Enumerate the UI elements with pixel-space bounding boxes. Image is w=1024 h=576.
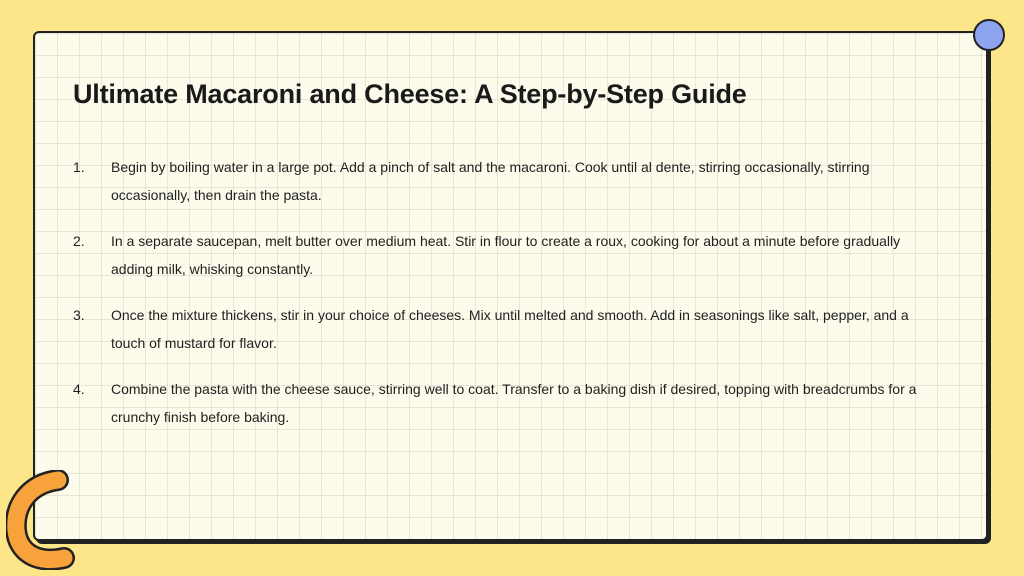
step-number: 2. (73, 233, 85, 249)
list-item (73, 227, 933, 283)
circle-dot-icon (973, 19, 1005, 51)
step-text: In a separate saucepan, melt butter over medium heat. Stir in flour to create a roux, cooking for about a minute before gradually adding milk, whisking constantly. (111, 233, 901, 277)
list-item (73, 153, 933, 209)
step-number: 3. (73, 307, 85, 323)
content-card (33, 31, 988, 541)
list-item (73, 375, 933, 431)
steps-list (73, 153, 933, 449)
letter-c-shape-icon (6, 470, 86, 570)
step-number: 4. (73, 381, 85, 397)
page-title: Ultimate Macaroni and Cheese: A Step-by-Step Guide (73, 79, 747, 109)
step-number: 1. (73, 159, 85, 175)
step-text: Begin by boiling water in a large pot. Add a pinch of salt and the macaroni. Cook until al dente, stirring occasionally, stirring occasionally, then drain the pasta. (111, 159, 870, 203)
step-text: Combine the pasta with the cheese sauce, stirring well to coat. Transfer to a baking dish if desired, topping with breadcrumbs for a crunchy finish before baking. (111, 381, 917, 425)
list-item (73, 301, 933, 357)
step-text: Once the mixture thickens, stir in your choice of cheeses. Mix until melted and smooth. Add in seasonings like salt, pepper, and a touch of mustard for flavor. (111, 307, 909, 351)
